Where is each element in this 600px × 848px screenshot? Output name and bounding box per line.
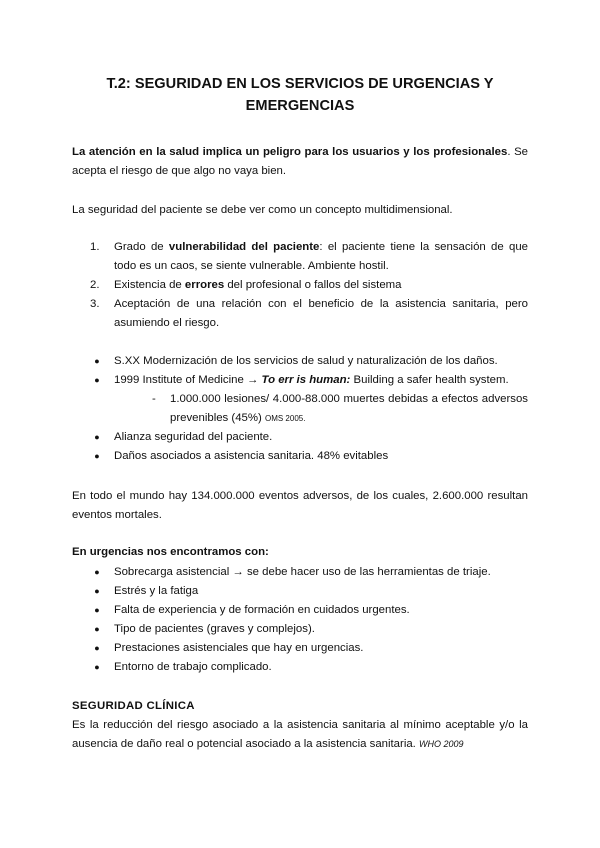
urgencias-item: [90, 620, 528, 639]
history-item-text: Daños asociados a asistencia sanitaria. 48% evitables: [114, 450, 389, 462]
history-item: [90, 352, 528, 371]
urgencias-heading: En urgencias nos encontramos con:: [72, 546, 269, 558]
bullet-icon: ●: [94, 432, 100, 442]
title-line-1: T.2: SEGURIDAD EN LOS SERVICIOS DE URGENCIAS Y: [106, 76, 494, 92]
bullet-icon: ●: [94, 567, 100, 577]
urgencias-item-text: Falta de experiencia y de formación en cuidados urgentes.: [114, 604, 410, 616]
history-item-text-post: Building a safer health system.: [350, 374, 509, 386]
urgencias-item: [90, 639, 528, 658]
history-item: [90, 428, 528, 447]
intro-bold: La atención en la salud implica un peligro para los usuarios y los profesionales: [72, 146, 508, 158]
bullet-icon: ●: [94, 451, 100, 461]
item-number: 1.: [90, 241, 100, 253]
page-title: [60, 73, 540, 117]
clinica-source: WHO 2009: [419, 739, 464, 749]
urgencias-item-text: Sobrecarga asistencial → se debe hacer uso de las herramientas de triaje.: [114, 566, 491, 578]
item-number: 3.: [90, 298, 100, 310]
urgencias-item-text: Prestaciones asistenciales que hay en urgencias.: [114, 642, 364, 654]
title-line-2: EMERGENCIAS: [245, 98, 355, 114]
book-title: To err is human:: [261, 374, 351, 386]
numbered-list: [90, 238, 528, 333]
bullet-icon: ●: [94, 375, 100, 385]
history-subitem: [114, 390, 528, 428]
subitem-source: OMS 2005.: [264, 414, 306, 423]
item-text-post: del profesional o fallos del sistema: [224, 279, 402, 291]
concept-paragraph: La seguridad del paciente se debe ver como un concepto multidimensional.: [72, 204, 453, 216]
subitem-text: 1.000.000 lesiones/ 4.000-88.000 muertes debidas a efectos adversos prevenibles (45%): [170, 393, 528, 424]
history-item-text: 1999 Institute of Medicine →: [114, 374, 262, 386]
history-item: [90, 447, 528, 466]
numbered-item: [90, 295, 528, 333]
urgencias-item-text: Tipo de pacientes (graves y complejos).: [114, 623, 315, 635]
item-text-bold: errores: [184, 279, 225, 291]
item-text-pre: Aceptación de una relación con el beneficio de la asistencia sanitaria, pero asumiendo el riesgo.: [114, 298, 528, 329]
bullet-icon: ●: [94, 586, 100, 596]
item-text-post: : el paciente tiene la sensación de que todo es un caos, se siente vulnerable. Ambiente hostil.: [114, 241, 528, 272]
numbered-item: [90, 238, 528, 276]
urgencias-item: [90, 563, 528, 582]
bullet-icon: ●: [94, 356, 100, 366]
history-list: [90, 352, 528, 466]
item-number: 2.: [90, 279, 100, 291]
urgencias-item: [90, 658, 528, 677]
clinica-heading: SEGURIDAD CLÍNICA: [72, 700, 195, 712]
intro-paragraph: [72, 143, 528, 181]
item-text-pre: Existencia de: [114, 279, 185, 291]
item-text-bold: vulnerabilidad del paciente: [168, 241, 320, 253]
bullet-icon: ●: [94, 643, 100, 653]
clinica-text: Es la reducción del riesgo asociado a la asistencia sanitaria al mínimo aceptable y/o la ausencia de daño real o potencial asociado a la asistencia sanitaria.: [72, 719, 528, 750]
history-item-text: S.XX Modernización de los servicios de salud y naturalización de los daños.: [114, 355, 498, 367]
bullet-icon: ●: [94, 662, 100, 672]
numbered-item: [90, 276, 528, 295]
bullet-icon: ●: [94, 624, 100, 634]
bullet-icon: ●: [94, 605, 100, 615]
intro-rest: . Se acepta el riesgo de que algo no vaya bien.: [72, 146, 528, 177]
history-item-text: Alianza seguridad del paciente.: [114, 431, 273, 443]
item-text-pre: Grado de: [114, 241, 169, 253]
urgencias-item-text: Estrés y la fatiga: [114, 585, 199, 597]
urgencias-item-text: Entorno de trabajo complicado.: [114, 661, 272, 673]
urgencias-list: [90, 563, 528, 677]
urgencias-item: [90, 582, 528, 601]
dash-icon: -: [152, 393, 156, 405]
worldwide-paragraph: En todo el mundo hay 134.000.000 eventos adversos, de los cuales, 2.600.000 resultan eventos mortales.: [72, 490, 528, 521]
urgencias-item: [90, 601, 528, 620]
history-item: [90, 371, 528, 428]
clinica-paragraph: [72, 716, 528, 754]
